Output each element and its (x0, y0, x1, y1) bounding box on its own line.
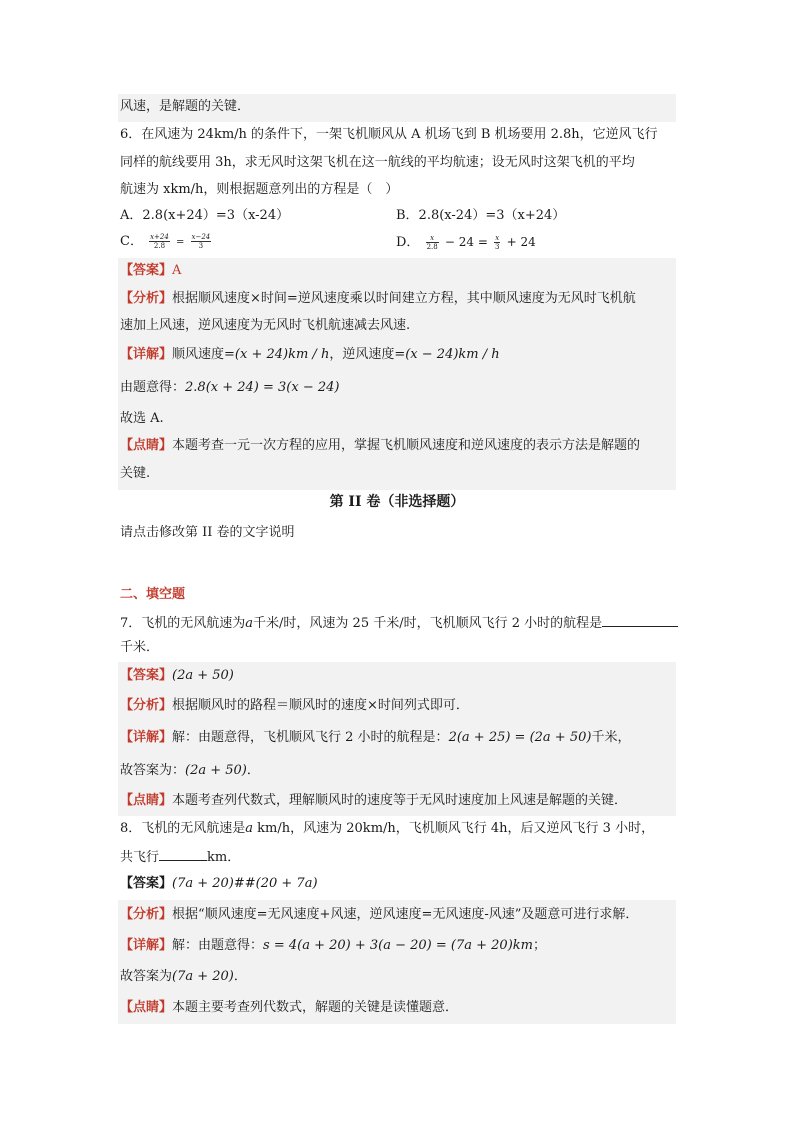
q8-detail-line1: 【详解】解：由题意得：s = 4(a + 20) + 3(a − 20) = (7a + 20)km； (120, 938, 546, 953)
detail-tag: 【详解】 (120, 730, 173, 745)
analysis-tag: 【分析】 (120, 291, 173, 306)
option-c-fraction-2: $\frac{x-24}{3}$ (191, 233, 211, 250)
q7-detail-line1: 【详解】解：由题意得，飞机顺风飞行 2 小时的航程是：2(a + 25) = (2a + 50)千米， (120, 730, 631, 745)
q8-stem-line2: 共飞行 km． (120, 846, 240, 868)
q6-option-a: A．2.8(x+24）=3（x-24） (120, 208, 290, 223)
option-d-label: D． (396, 235, 420, 250)
q6-detail-line2: 由题意得：2.8(x + 24) = 3(x − 24) (120, 380, 340, 395)
answer-tag: 【答案】 (120, 263, 173, 278)
option-c-fraction-1: $\frac{x+24}{2.8}$ (150, 233, 169, 250)
analysis-tag: 【分析】 (120, 907, 173, 922)
detail-tag: 【详解】 (120, 938, 173, 953)
part2-title: 第 II 卷（非选择题） (329, 494, 465, 510)
q6-detail-line3: 故选 A. (120, 411, 164, 426)
q6-option-b: B．2.8(x-24）=3（x+24） (396, 208, 566, 223)
q6-answer: 【答案】A (120, 263, 182, 278)
option-d-fraction-1: $\frac{x}{2.8}$ (426, 234, 438, 251)
q6-comment-line1: 【点睛】本题考查一元一次方程的应用，掌握飞机顺风速度和逆风速度的表示方法是解题的 (120, 438, 641, 453)
answer-tag: 【答案】 (120, 876, 173, 891)
answer-tag: 【答案】 (120, 668, 173, 683)
section-heading-fill-in: 二、填空题 (120, 587, 186, 602)
q6-stem-line1: 6．在风速为 24km/h 的条件下，一架飞机顺风从 A 机场飞到 B 机场要用 2.8h，它逆风飞行 (120, 127, 658, 142)
q6-stem-line2: 同样的航线要用 3h，求无风时这架飞机在这一航线的平均航速；设无风时这架飞机的平均 (120, 155, 635, 170)
q7-detail-line2: 故答案为：(2a + 50)． (120, 763, 260, 778)
comment-tag: 【点睛】 (120, 793, 173, 808)
q7-analysis: 【分析】根据顺风时的路程＝顺风时的速度×时间列式即可． (120, 698, 469, 713)
q7-answer: 【答案】(2a + 50) (120, 668, 234, 683)
part2-note: 请点击修改第 II 卷的文字说明 (120, 525, 295, 540)
comment-tag: 【点睛】 (120, 1000, 173, 1015)
q6-option-c: C． $\frac{x+24}{2.8}$ = $\frac{x-24}{3}$ (120, 233, 211, 250)
q8-analysis: 【分析】根据“顺风速度=无风速度+风速，逆风速度=无风速度-风速”及题意可进行求解． (120, 907, 639, 922)
q6-analysis-line2: 速加上风速，逆风速度为无风时飞机航速减去风速. (120, 318, 411, 333)
option-d-fraction-2: $\frac{x}{3}$ (495, 234, 500, 251)
q6-analysis-line1: 【分析】根据顺风速度×时间=逆风速度乘以时间建立方程，其中顺风速度为无风时飞机航 (120, 291, 636, 306)
q7-comment: 【点睛】本题考查列代数式，理解顺风时的速度等于无风时速度加上风速是解题的关键． (120, 793, 628, 808)
q7-stem-line1: 7．飞机的无风航速为a千米/时，风速为 25 千米/时，飞机顺风飞行 2 小时的航程是 (120, 612, 678, 634)
q6-prev-line: 风速，是解题的关键． (120, 99, 251, 114)
q8-stem-line1: 8．飞机的无风航速是a km/h，风速为 20km/h，飞机顺风飞行 4h，后又逆风飞行 3 小时， (120, 821, 655, 836)
q8-comment: 【点睛】本题主要考查列代数式，解题的关键是读懂题意． (120, 1000, 459, 1015)
q6-detail-line1: 【详解】顺风速度=(x + 24)km / h，逆风速度=(x − 24)km / h (120, 347, 500, 362)
q6-stem-line3: 航速为 xkm/h，则根据题意列出的方程是（ ） (120, 182, 399, 197)
q7-stem-line2: 千米． (120, 640, 160, 655)
q8-answer: 【答案】(7a + 20)##(20 + 7a) (120, 876, 318, 891)
answer-blank[interactable] (602, 612, 678, 627)
analysis-tag: 【分析】 (120, 698, 173, 713)
option-c-label: C． (120, 234, 143, 249)
q6-option-d: D． $\frac{x}{2.8}$ − 24 = $\frac{x}{3}$ + 24 (396, 234, 536, 251)
comment-tag: 【点睛】 (120, 438, 173, 453)
q8-detail-line2: 故答案为(7a + 20)． (120, 969, 247, 984)
detail-tag: 【详解】 (120, 347, 173, 362)
answer-blank[interactable] (159, 846, 207, 861)
q6-comment-line2: 关键. (120, 466, 151, 481)
